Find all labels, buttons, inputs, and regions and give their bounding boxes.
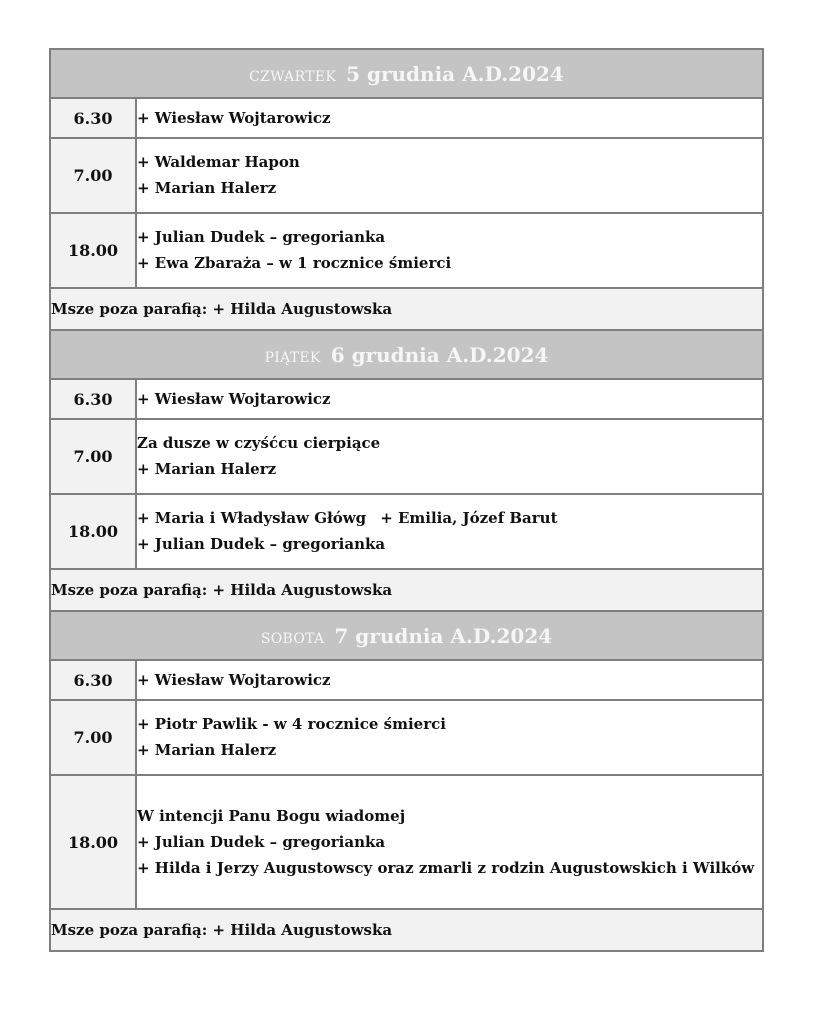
mass-row	[50, 660, 763, 700]
intention: + Wiesław Wojtarowicz	[137, 670, 331, 689]
day-header-saturday	[50, 611, 763, 660]
intention: Za dusze w czyśćcu cierpiące	[137, 434, 381, 452]
intention: + Wiesław Wojtarowicz	[137, 389, 331, 408]
mass-time: 7.00	[50, 700, 136, 775]
intention: + Julian Dudek – gregorianka	[137, 535, 386, 553]
day-date: 7 grudnia A.D.2024	[334, 623, 553, 648]
day-header-thursday	[50, 49, 763, 98]
mass-schedule-table	[49, 48, 764, 952]
intention: + Hilda i Jerzy Augustowscy oraz zmarli z rodzin Augustowskich i Wilków	[137, 858, 755, 877]
outside-value: + Hilda Augustowska	[212, 921, 393, 939]
outside-parish-row	[50, 909, 763, 951]
intention: + Julian Dudek – gregorianka	[137, 832, 386, 851]
outside-value: + Hilda Augustowska	[212, 581, 393, 599]
intention: + Marian Halerz	[137, 460, 277, 478]
day-date: 6 grudnia A.D.2024	[330, 342, 549, 367]
mass-row	[50, 98, 763, 138]
intention: + Julian Dudek – gregorianka	[137, 228, 386, 246]
day-header-friday	[50, 330, 763, 379]
mass-time: 6.30	[50, 98, 136, 138]
mass-intentions	[136, 660, 763, 700]
intention: + Marian Halerz	[137, 741, 277, 759]
mass-time: 18.00	[50, 494, 136, 569]
mass-intentions	[136, 213, 763, 288]
mass-intentions	[136, 700, 763, 775]
mass-row	[50, 775, 763, 909]
mass-row	[50, 379, 763, 419]
mass-time: 6.30	[50, 379, 136, 419]
outside-label: Msze poza parafią:	[51, 581, 208, 599]
mass-intentions	[136, 419, 763, 494]
mass-time: 18.00	[50, 775, 136, 909]
day-name: CZWARTEK	[249, 68, 337, 85]
intention: W intencji Panu Bogu wiadomej	[137, 806, 406, 825]
mass-intentions	[136, 379, 763, 419]
mass-intentions	[136, 775, 763, 909]
outside-parish-row	[50, 569, 763, 611]
outside-parish-row	[50, 288, 763, 330]
mass-row	[50, 213, 763, 288]
mass-intentions	[136, 138, 763, 213]
mass-intentions	[136, 98, 763, 138]
intention: + Marian Halerz	[137, 179, 277, 197]
day-date: 5 grudnia A.D.2024	[346, 61, 564, 86]
intention: + Emilia, Józef Barut	[380, 509, 558, 527]
mass-row	[50, 700, 763, 775]
day-name: SOBOTA	[260, 630, 325, 647]
outside-label: Msze poza parafią:	[51, 300, 208, 318]
mass-time: 6.30	[50, 660, 136, 700]
mass-row	[50, 138, 763, 213]
intention: + Ewa Zbarażа – w 1 rocznice śmierci	[137, 254, 452, 272]
outside-value: + Hilda Augustowska	[212, 300, 393, 318]
day-name: PIĄTEK	[264, 349, 321, 366]
mass-row	[50, 419, 763, 494]
intention: + Piotr Pawlik - w 4 rocznice śmierci	[137, 715, 446, 733]
mass-intentions	[136, 494, 763, 569]
outside-label: Msze poza parafią:	[51, 921, 208, 939]
intention: + Wiesław Wojtarowicz	[137, 108, 331, 127]
intention: + Waldemar Hapon	[137, 153, 300, 171]
mass-time: 18.00	[50, 213, 136, 288]
mass-row	[50, 494, 763, 569]
intention-pair	[137, 509, 762, 528]
mass-time: 7.00	[50, 138, 136, 213]
intention: + Maria i Władysław Główg	[137, 509, 367, 527]
mass-time: 7.00	[50, 419, 136, 494]
